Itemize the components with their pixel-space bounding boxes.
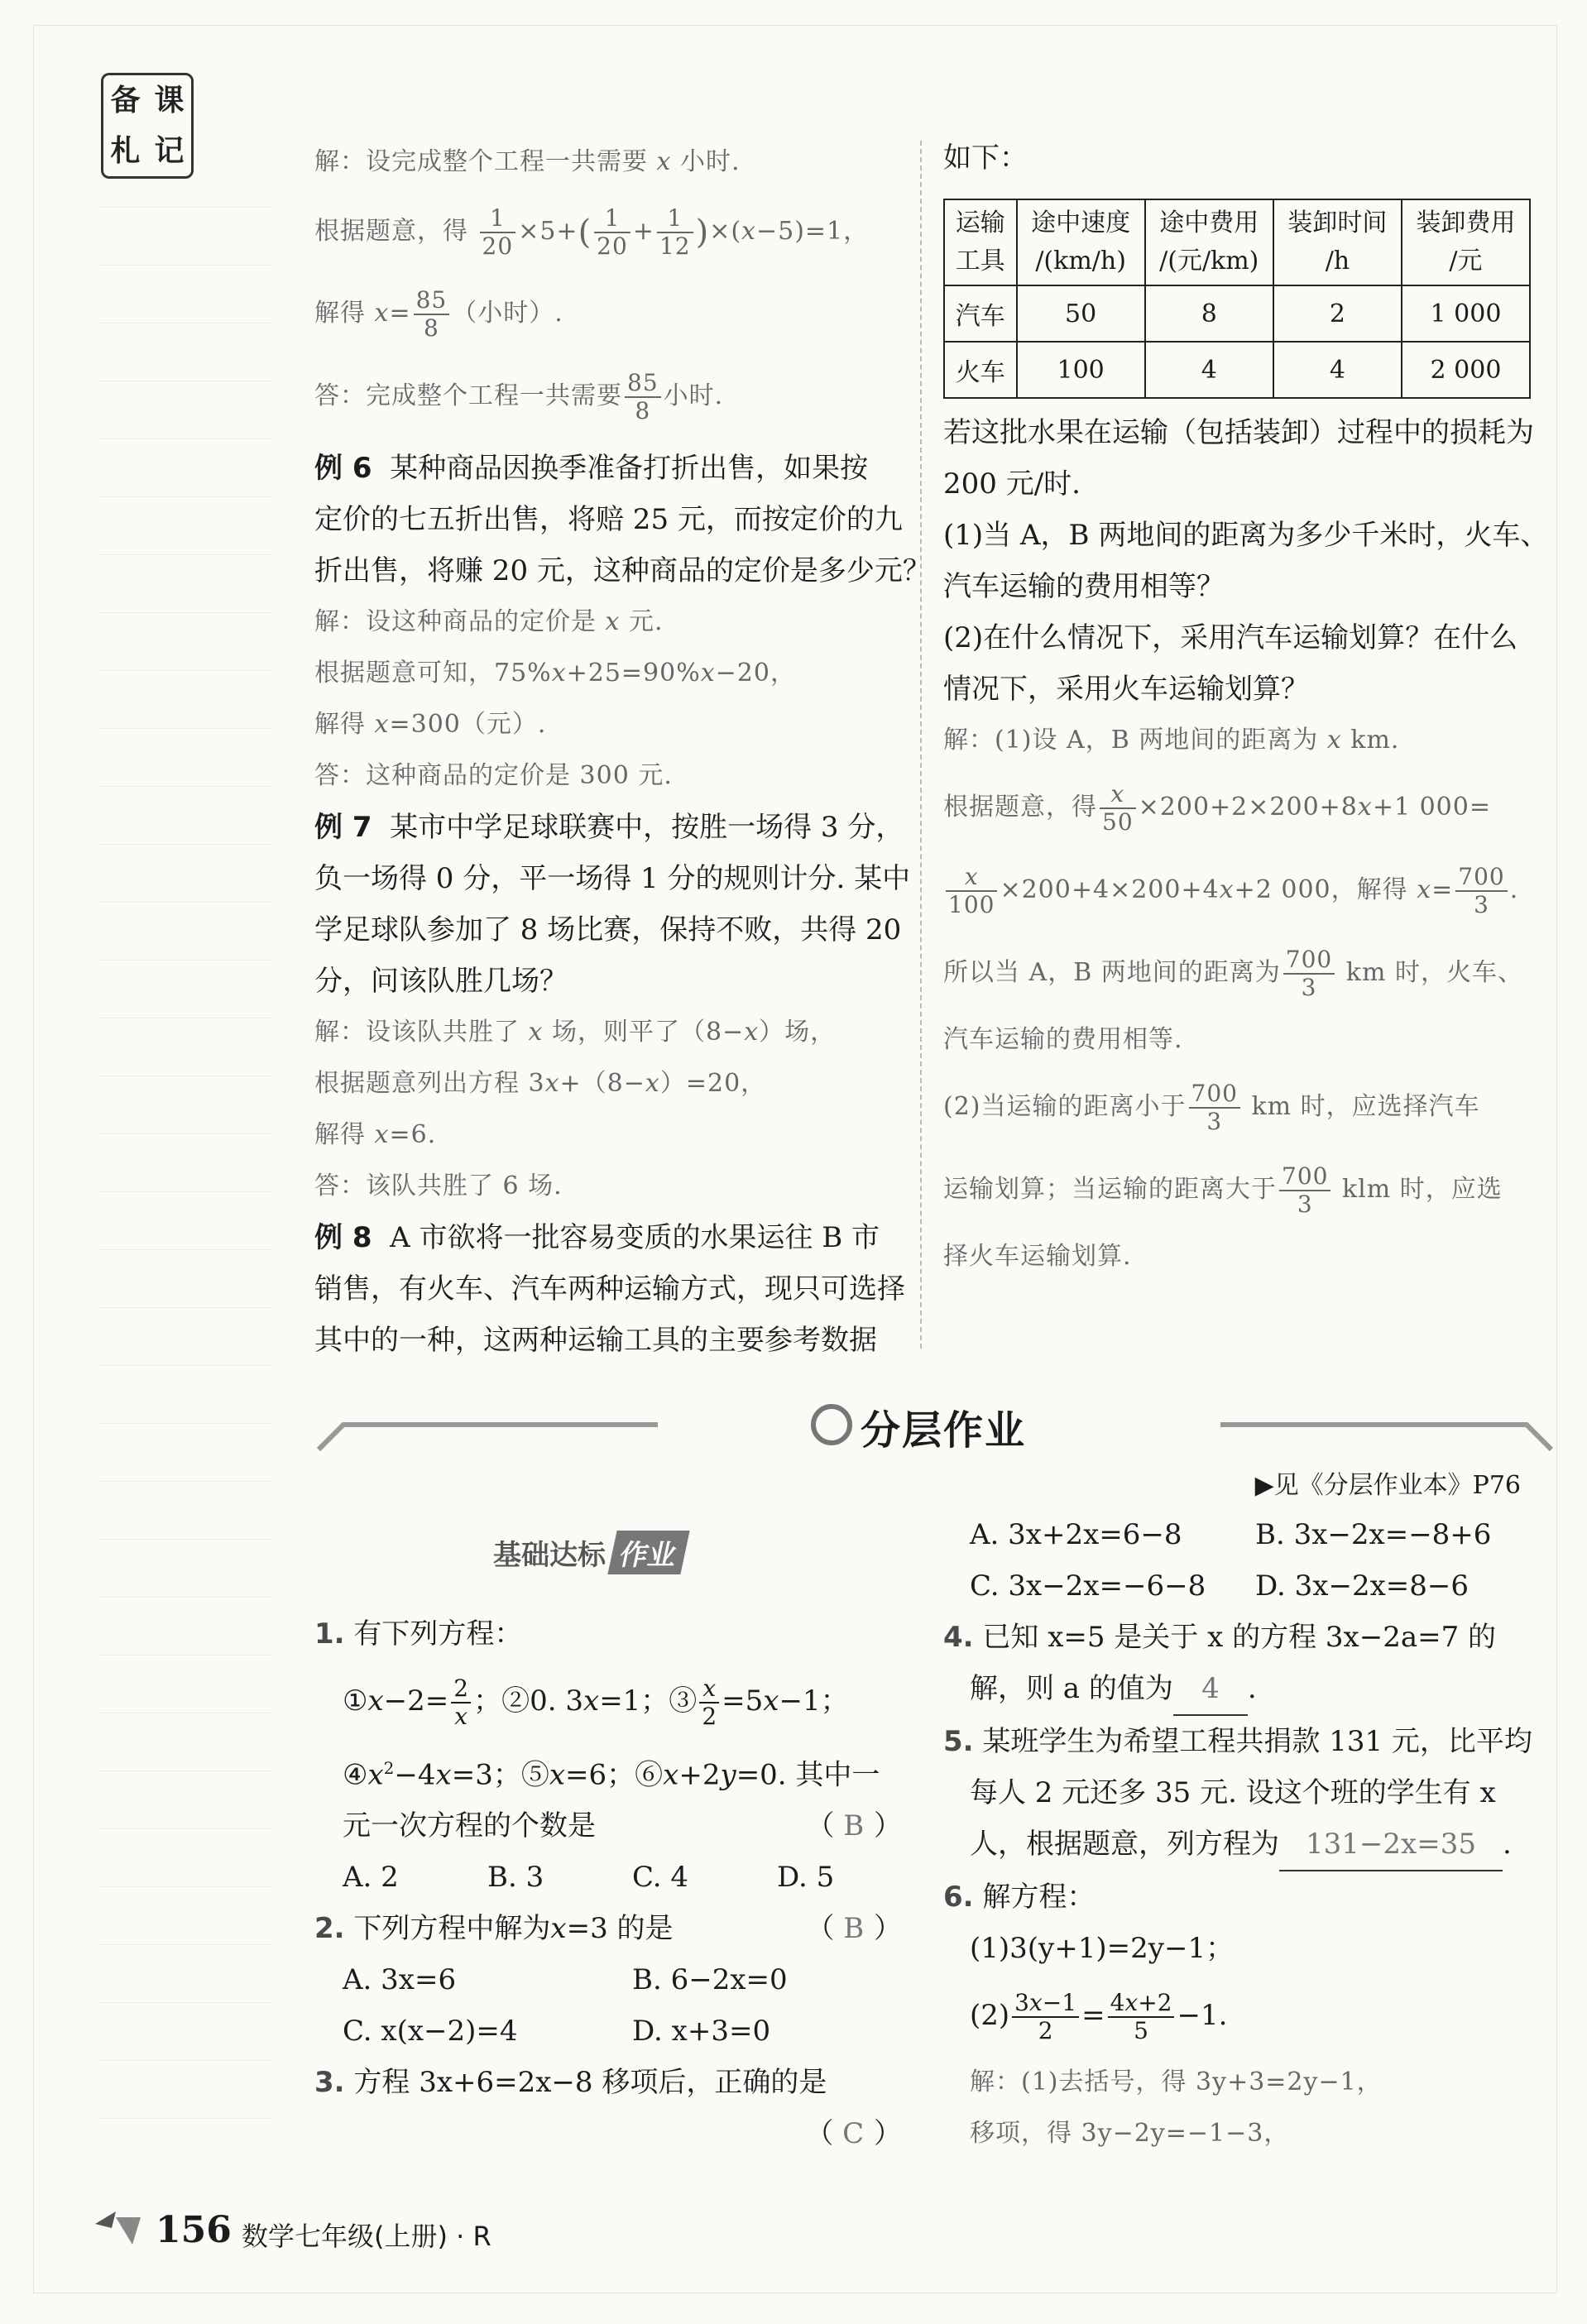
workbook-reference: ▶见《分层作业本》P76 — [1254, 1471, 1521, 1500]
question-3-answer — [314, 2108, 902, 2159]
question-6-part-1: (1)3(y+1)=2y−1； — [970, 1932, 1235, 1965]
left-column — [314, 132, 931, 1366]
option: D. 5 — [777, 1861, 835, 1895]
homework-left — [314, 1608, 902, 2159]
basic-level-badge — [493, 1531, 685, 1574]
question-2: 2. 下列方程中解为x=3 的是 （ B ） — [314, 1903, 902, 1954]
question-4-line: 解，则 a 的值为 4 . — [943, 1663, 1539, 1716]
answer-blank: 131−2x=35 — [1279, 1818, 1503, 1871]
solution-line: 解得 x=6. — [314, 1120, 437, 1149]
table-cell: 火车 — [944, 342, 1017, 398]
badge-label: 作业 — [607, 1531, 689, 1574]
option: B. 6−2x=0 — [632, 1963, 788, 1997]
example-text: 负一场得 0 分，平一场得 1 分的规则计分. 某中 — [314, 862, 911, 895]
question-4: 4. 已知 x=5 是关于 x 的方程 3x−2a=7 的 — [943, 1621, 1497, 1654]
table-cell: 2 — [1273, 285, 1402, 342]
intro-text: 如下： — [943, 141, 1028, 175]
solution-line: 解：设该队共胜了 x 场，则平了（8−x）场， — [314, 1018, 837, 1047]
table-row — [944, 342, 1530, 398]
question-5-line: 每人 2 元还多 35 元. 设这个班的学生有 x — [970, 1776, 1496, 1809]
option: A. 3x+2x=6−8 — [970, 1518, 1182, 1551]
question-2-options — [314, 2005, 902, 2057]
question-1-equations: $④x^2-4x=3$；⑤x=6；⑥x+2y=0. 其中一 — [343, 1758, 880, 1792]
solution-line: 汽车运输的费用相等. — [943, 1025, 1183, 1054]
answer-blank: 4 — [1173, 1663, 1248, 1716]
transport-table — [943, 199, 1531, 399]
table-cell: 100 — [1017, 342, 1145, 398]
solution-equation: $\frac{x}{100}$ ×200+4×200+4x+2 000，解得 x= $\frac{700}{3}$ . — [943, 849, 1539, 932]
section-title: 分层作业 — [861, 1407, 1027, 1454]
solution-line: 解：设这种商品的定价是 x 元. — [314, 607, 664, 636]
badge-char: 课 — [154, 83, 185, 117]
solution-line: 答：该队共胜了 6 场. — [314, 1172, 563, 1200]
solution-line: 解得 x=300（元）. — [314, 710, 547, 739]
table-cell: 1 000 — [1402, 285, 1530, 342]
question-2-options — [314, 1954, 902, 2005]
solution-line: 移项，得 3y−2y=−1−3， — [970, 2119, 1290, 2148]
table-cell: 汽车 — [944, 285, 1017, 342]
solution-line: 解：(1)设 A，B 两地间的距离为 x km. — [943, 726, 1400, 755]
example-text: 折出售，将赚 20 元，这种商品的定价是多少元？ — [314, 554, 931, 587]
question-5: 5. 某班学生为希望工程共捐款 131 元，比平均 — [943, 1725, 1532, 1758]
table-cell: 8 — [1145, 285, 1273, 342]
table-row — [944, 285, 1530, 342]
option: C. x(x−2)=4 — [343, 2015, 518, 2048]
question-6-part-2: (2) $\frac{3x-1}{2}$ = $\frac{4x+2}{5}$ −1. — [970, 1989, 1228, 2044]
option: A. 2 — [343, 1861, 399, 1895]
question-3-options — [943, 1560, 1539, 1612]
solution-line: 运输划算；当运输的距离大于 $\frac{700}{3}$ klm 时，应选 — [943, 1162, 1503, 1218]
badge-char: 记 — [154, 133, 185, 168]
example-text: 定价的七五折出售，将赔 25 元，而按定价的九 — [314, 503, 903, 536]
solution-line: (2)当运输的距离小于 $\frac{700}{3}$ km 时，应选择汽车 — [943, 1080, 1480, 1135]
table-header-cell: 途中速度 /(km/h) — [1017, 199, 1145, 285]
solution-line: 解：设完成整个工程一共需要 x 小时. — [314, 147, 741, 176]
badge-char: 备 — [110, 83, 141, 117]
homework-right — [943, 1509, 1539, 2159]
table-cell: 4 — [1273, 342, 1402, 398]
example-label: 例 6 — [314, 452, 372, 485]
page-number: 156 — [156, 2209, 232, 2251]
page-corner-icon — [91, 2207, 149, 2249]
option: C. 3x−2x=−6−8 — [970, 1569, 1206, 1603]
question-3: 3. 方程 3x+6=2x−8 移项后，正确的是 — [314, 2066, 827, 2100]
question-text: (2)在什么情况下，采用汽车运输划算？在什么 — [943, 621, 1518, 654]
question-text: 若这批水果在运输（包括装卸）过程中的损耗为 — [943, 416, 1534, 449]
example-8: 例 8 A 市欲将一批容易变质的水果运往 B 市 — [314, 1221, 880, 1254]
example-label: 例 8 — [314, 1221, 372, 1254]
solution-line: 答：这种商品的定价是 300 元. — [314, 761, 673, 790]
table-cell: 50 — [1017, 285, 1145, 342]
table-header-cell: 装卸费用 /元 — [1402, 199, 1530, 285]
answer-bracket: （ B ） — [806, 1912, 902, 1946]
solution-line: 所以当 A，B 两地间的距离为 $\frac{700}{3}$ km 时，火车、 — [943, 946, 1523, 1001]
question-5-line: 人，根据题意，列方程为 131−2x=35 . — [943, 1818, 1539, 1871]
book-title: 数学七年级(上册) · R — [242, 2221, 491, 2252]
option: D. x+3=0 — [632, 2015, 771, 2048]
example-6: 例 6 某种商品因换季准备打折出售，如果按 — [314, 452, 869, 485]
question-1-equations: ①x−2= $\frac{2}{x}$ ；②0. 3x=1；③ $\frac{x}{2}$ =5x−1； — [343, 1675, 849, 1730]
answer-bracket: （ B ） — [806, 1809, 902, 1843]
example-7: 例 7 某市中学足球联赛中，按胜一场得 3 分， — [314, 811, 904, 844]
question-1-stem: 元一次方程的个数是 （ B ） — [314, 1800, 902, 1852]
question-6: 6. 解方程： — [943, 1881, 1096, 1914]
badge-char: 札 — [110, 133, 141, 168]
option: D. 3x−2x=8−6 — [1255, 1569, 1470, 1603]
solution-result: 解得 x= $\frac{85}{8}$ （小时）. — [314, 286, 563, 342]
option: C. 4 — [632, 1861, 689, 1895]
solution-equation: 根据题意，得 $\frac{x}{50}$ ×200+2×200+8x+1 000= — [943, 780, 1491, 836]
question-text: 情况下，采用火车运输划算？ — [943, 673, 1309, 706]
left-margin-lines — [99, 207, 273, 2151]
question-text: 汽车运输的费用相等？ — [943, 570, 1225, 603]
example-text: 学足球队参加了 8 场比赛，保持不败，共得 20 — [314, 913, 902, 946]
table-header-cell: 途中费用 /(元/km) — [1145, 199, 1273, 285]
answer-bracket: （ C ） — [805, 2117, 902, 2151]
example-text: 分，问该队胜几场？ — [314, 965, 568, 998]
badge-label: 基础达标 — [493, 1538, 606, 1572]
table-cell: 4 — [1145, 342, 1273, 398]
question-1-options — [314, 1852, 902, 1903]
question-3-options — [943, 1509, 1539, 1560]
table-cell: 2 000 — [1402, 342, 1530, 398]
example-text: 销售，有火车、汽车两种运输方式，现只可选择 — [314, 1272, 905, 1306]
solution-line: 解：(1)去括号，得 3y+3=2y−1， — [970, 2068, 1383, 2096]
table-header-row — [944, 199, 1530, 285]
question-1: 1. 有下列方程： — [314, 1617, 523, 1651]
option: B. 3x−2x=−8+6 — [1255, 1518, 1492, 1551]
solution-answer: 答：完成整个工程一共需要 $\frac{85}{8}$ 小时. — [314, 369, 724, 424]
solution-equation: 根据题意，得 $\frac{1}{20}$ ×5+( $\frac{1}{20}$ + $\frac{1}{12}$ )×(x−5)=1， — [314, 204, 870, 260]
table-header-cell: 装卸时间 /h — [1273, 199, 1402, 285]
question-text: (1)当 A，B 两地间的距离为多少千米时，火车、 — [943, 519, 1549, 552]
example-text: 其中的一种，这两种运输工具的主要参考数据 — [314, 1324, 877, 1357]
option: A. 3x=6 — [343, 1963, 457, 1997]
table-header-cell: 运输 工具 — [944, 199, 1017, 285]
solution-line: 择火车运输划算. — [943, 1242, 1132, 1271]
solution-line: 根据题意列出方程 3x+（8−x）=20， — [314, 1069, 767, 1098]
right-column — [943, 132, 1549, 1282]
example-label: 例 7 — [314, 811, 372, 844]
column-divider — [920, 141, 922, 1349]
solution-line: 根据题意可知，75%x+25=90%x−20， — [314, 659, 796, 688]
option: B. 3 — [487, 1861, 544, 1895]
notes-badge — [101, 73, 194, 179]
question-text: 200 元/时. — [943, 467, 1081, 501]
